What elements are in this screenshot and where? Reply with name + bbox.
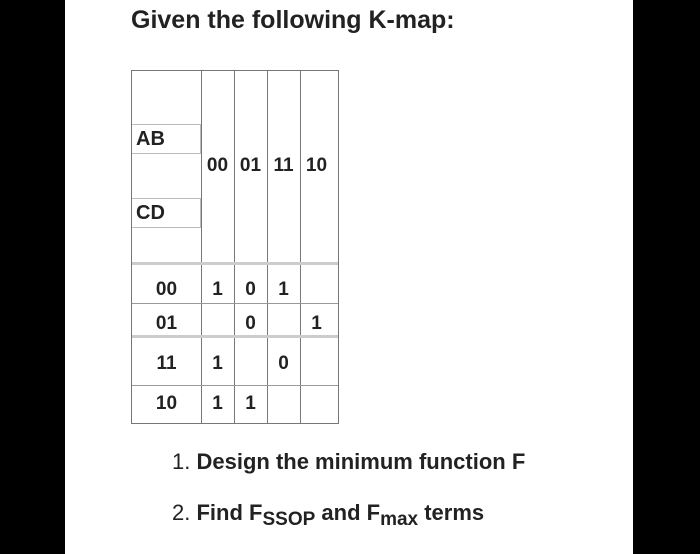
kmap-cell: 0 <box>245 313 256 334</box>
kmap-cell: 1 <box>311 313 322 334</box>
kmap-divider <box>300 71 301 423</box>
kmap-row-header: 00 <box>155 279 178 300</box>
kmap-cell: 0 <box>278 353 289 374</box>
page-title: Given the following K-map: <box>131 6 455 34</box>
kmap-cell: 1 <box>212 279 223 300</box>
question-text: Design the minimum function F <box>196 449 526 474</box>
kmap-cell: 1 <box>212 393 223 414</box>
kmap-divider <box>132 385 338 386</box>
kmap-row-header: 10 <box>155 393 178 414</box>
kmap-col-header: 10 <box>305 155 328 176</box>
kmap-divider <box>234 71 235 423</box>
question-number: 1. <box>172 449 191 474</box>
kmap-col-header: 00 <box>206 155 229 176</box>
question-text: terms <box>418 500 485 525</box>
kmap-table <box>131 70 339 424</box>
kmap-cd-label: CD <box>132 198 201 228</box>
kmap-col-header: 11 <box>273 155 294 176</box>
kmap-col-header: 01 <box>239 155 262 176</box>
question-text: Find F <box>196 500 263 525</box>
kmap-divider <box>132 335 338 338</box>
subscript-ssop: SSOP <box>262 509 316 530</box>
kmap-divider <box>132 303 338 304</box>
question-2 <box>172 500 485 530</box>
kmap-cell: 1 <box>245 393 256 414</box>
kmap-cell: 1 <box>212 353 223 374</box>
kmap-row-header: 11 <box>156 353 177 374</box>
page <box>65 0 633 554</box>
kmap-divider <box>132 262 338 265</box>
question-1 <box>172 449 525 475</box>
question-text: and F <box>315 500 381 525</box>
kmap-row-header: 01 <box>155 313 178 334</box>
question-number: 2. <box>172 500 191 525</box>
kmap-ab-label: AB <box>132 124 201 154</box>
kmap-cell: 0 <box>245 279 256 300</box>
kmap-cell: 1 <box>278 279 289 300</box>
subscript-max: max <box>380 509 419 530</box>
